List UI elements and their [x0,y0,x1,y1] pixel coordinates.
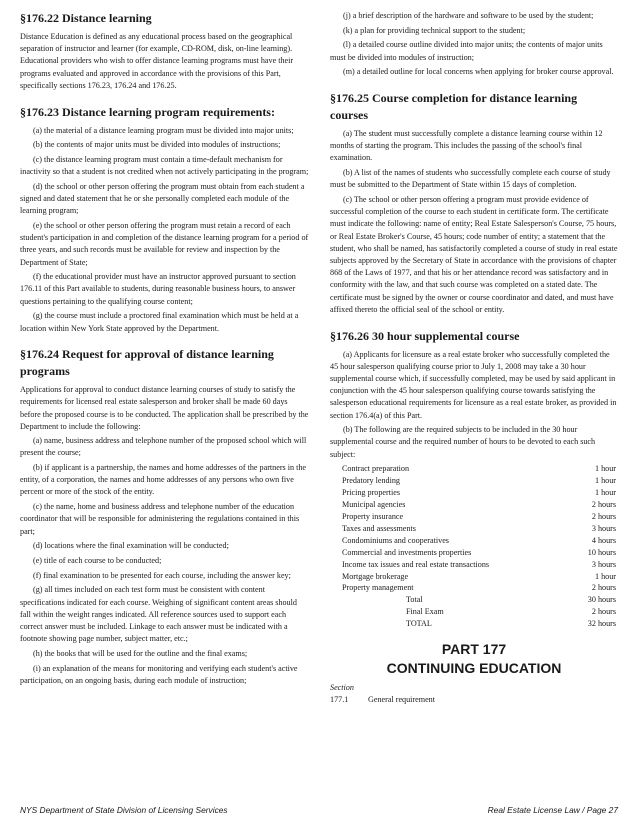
subject-hours: 1 hour [595,571,616,581]
paragraph: (l) a detailed course outline divided into major units; the contents of major units must be divided into modules of instruction; [330,40,603,62]
paragraph: (b) The following are the required subjects to be included in the 30 hour supplemental course and the required number of hours to be devoted to each such subject: [330,425,596,459]
paragraph: (a) name, business address and telephone number of the proposed school which will present the course; [20,436,307,458]
table-row [342,475,616,487]
paragraph: (e) the school or other person offering the program must retain a record of each student's participation in and completion of the distance learning program for a period of three years, and such records must be available for review and inspection by the Department of State; [20,220,309,267]
section-176-22-body: Distance Education is defined as any educational process based on the geographical separation of instructor and learner (for example, CD-ROM, disk, on-line learning). Educational providers who wish to offer distance learning programs must have their programs evaluated and approved in accordance with the provisions of this Part, specifically sections 176.23, 176.24 and 176.25. [20,32,294,90]
paragraph: (b) if applicant is a partnership, the names and home addresses of the partners in the entity, of a corporation, the names and home addresses of any persons who own five percent or more of the stock of the entity. [20,462,307,497]
subject-hours: 3 hours [591,559,616,569]
total-row [342,594,616,606]
subject-name: Predatory lending [342,476,400,486]
table-row [342,487,616,499]
total-hours: 30 hours [587,595,616,605]
subject-name: Municipal agencies [342,500,406,510]
part-177-heading [330,640,618,678]
left-column [20,10,309,689]
paragraph: (k) a plan for providing technical support to the student; [343,25,526,35]
final-exam-hours: 2 hours [591,607,616,617]
section-label: Section [330,683,354,693]
table-row [342,523,616,535]
subject-hours: 4 hours [591,535,616,545]
table-row [342,571,616,583]
paragraph: (f) the educational provider must have an instructor approved pursuant to section 176.11 of this Part available to students, during reasonable business hours, to answer questions pertaining to the qualifying course content; [20,272,296,306]
paragraph: (d) the school or other person offering the program must obtain from each student a signed and dated statement that he or she personally completed each module of the learning program; [20,181,305,216]
paragraph: (e) title of each course to be conducted; [33,555,162,565]
footer-department: NYS Department of State Division of Licensing Services [20,805,228,815]
subject-name: Pricing properties [342,488,400,498]
table-row [342,582,616,594]
paragraph: (f) final examination to be presented for each course, including the answer key; [33,570,291,580]
subject-name: Income tax issues and real estate transactions [342,559,490,569]
paragraph: (c) the name, home and business address and telephone number of the education coordinator that will be responsible for administering the regulations contained in this part; [20,502,300,536]
subject-hours: 2 hours [591,583,616,593]
subject-hours: 3 hours [591,523,616,533]
section-176-22-heading: §176.22 Distance learning [20,11,152,25]
paragraph: (b) the contents of major units must be divided into modules of instructions; [33,140,281,150]
section-176-25-heading: §176.25 Course completion for distance learning courses [330,91,578,123]
final-exam-label: Final Exam [406,607,444,617]
subject-name: Property insurance [342,512,404,522]
subject-hours: 1 hour [595,464,616,474]
page-footer [20,805,618,819]
table-row [342,511,616,523]
subject-hours: 1 hour [595,476,616,486]
grand-total-row [342,618,616,630]
paragraph: (h) the books that will be used for the outline and the final exams; [33,648,248,658]
paragraph: (c) the distance learning program must contain a time-default mechanism for inactivity so that a student is not credited when not actively participating in the program; [20,154,309,177]
total-label: Total [406,595,423,605]
subject-name: Property management [342,583,414,593]
grand-total-hours: 32 hours [587,619,616,629]
paragraph: (i) an explanation of the means for monitoring and verifying each student's active participation, on an ongoing basis, during each module of instruction; [20,663,298,685]
table-row [342,499,616,511]
subject-hours-table [342,463,616,630]
section-176-24-heading: §176.24 Request for approval of distance learning programs [20,347,274,379]
table-row [342,535,616,547]
section-number: 177.1 [330,695,349,705]
paragraph: (c) The school or other person offering a program must provide evidence of successful completion of the course to each student in certificate form. The certificate must indicate the following: name of entity; Real Estate Salesperson's Course, 75 hours, or Real Estate Broker's Course, 45 hours; code number of entity; a statement that the student, who shall be named, has satisfactorily completed a course of study in real estate subjects approved by the Secretary of State in accordance with the provisions of chapter 868 of the Laws of 1977, and that his or her attendance record was satisfactory and in conformity with the law, and that such course was completed on a stated date. The certificate must be signed by the owner or course coordinator and dated, and must have affixed thereto the official seal of the school or entity. [330,195,618,314]
part-title: CONTINUING EDUCATION [386,660,562,677]
final-exam-row [342,606,616,618]
part-number: PART 177 [441,641,507,658]
section-index-row [330,694,618,706]
paragraph: (a) the material of a distance learning program must be divided into major units; [33,125,294,135]
table-row [342,559,616,571]
section-title: General requirement [368,695,435,705]
subject-name: Contract preparation [342,464,410,474]
paragraph: (a) Applicants for licensure as a real estate broker who successfully completed the 45 hour salesperson qualifying course prior to July 1, 2008 may take a 30 hour supplemental course which, if successfully completed, may be used by said applicant in conjunction with the 45 hour salesperson qualifying course towards satisfying the salesperson educational requirements for licensure as a real estate broker, as provided in section 176.4(a) of this Part. [330,349,617,420]
section-176-23-heading: §176.23 Distance learning program requirements: [20,104,275,119]
table-row [342,463,616,475]
footer-page-number: Real Estate License Law / Page 27 [487,805,618,815]
subject-hours: 2 hours [591,512,616,522]
subject-name: Condominiums and cooperatives [342,535,449,545]
subject-name: Mortgage brokerage [342,571,409,581]
paragraph: (a) The student must successfully complete a distance learning course within 12 months of starting the program. This includes the passing of the school's final examination. [330,129,603,163]
subject-name: Commercial and investments properties [342,547,472,557]
paragraph: (m) a detailed outline for local concerns when applying for broker course approval. [343,67,614,77]
table-row [342,547,616,559]
section-176-26-heading: §176.26 30 hour supplemental course [330,328,520,343]
subject-hours: 10 hours [587,547,616,557]
paragraph: (d) locations where the final examination will be conducted; [33,541,229,551]
right-column [330,10,618,706]
paragraph: (j) a brief description of the hardware and software to be used by the student; [343,11,594,20]
subject-hours: 1 hour [595,488,616,498]
grand-total-label: TOTAL [406,619,432,629]
subject-hours: 2 hours [591,500,616,510]
section-176-24-intro: Applications for approval to conduct distance learning courses of study to satisfy the requirements for licensed real estate salesperson and broker shall be made 60 days before the proposed course is to be conducted. The application shall be prescribed by the Department to include the following: [20,385,309,431]
paragraph: (g) the course must include a proctored final examination which must be held at a location within New York State approved by the Department. [20,311,299,333]
subject-name: Taxes and assessments [342,523,416,533]
paragraph: (g) all times included on each test form must be consistent with content specifications indicated for each course. Weighing of significant content areas should fall within the weight ranges indicated. All reference sources used to support each correct answer must be included. Linkage to each answer must be indicated with a footnote showing page number, subject matter, etc.; [20,585,297,644]
paragraph: (b) A list of the names of students who successfully complete each course of study must be submitted to the Department of State within 15 days of completion. [330,168,611,190]
